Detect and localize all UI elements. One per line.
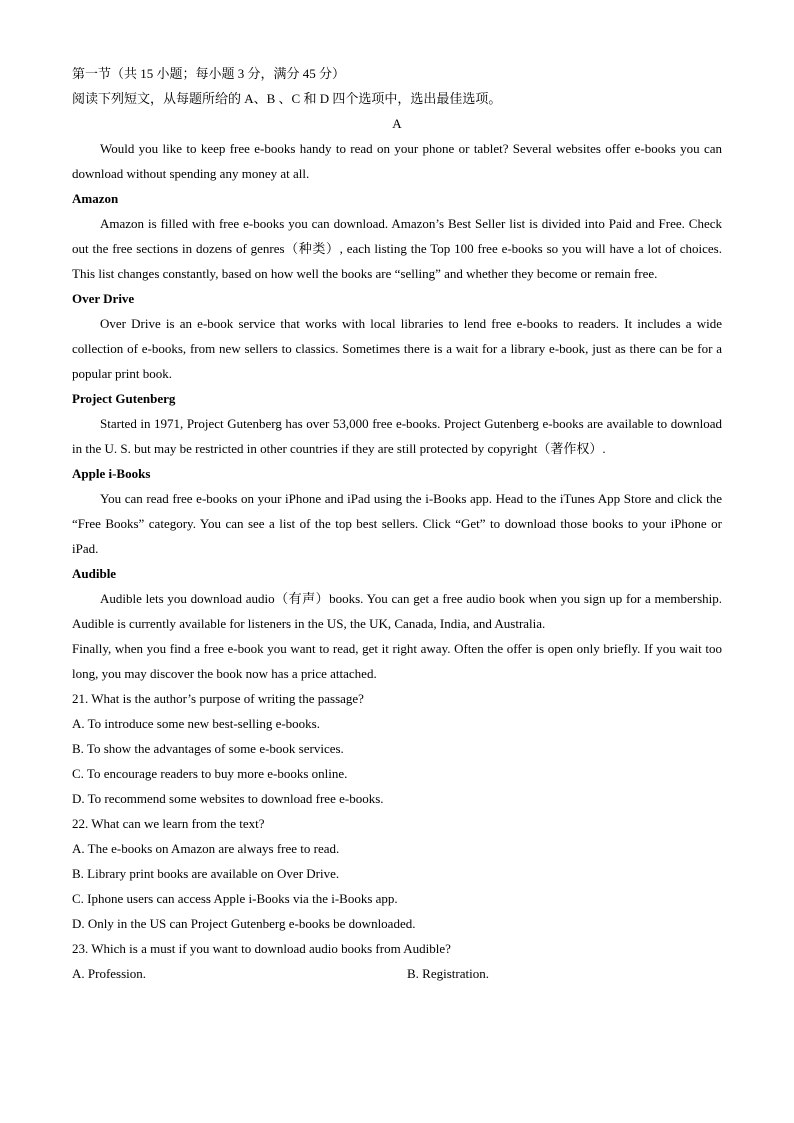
- instructions: 阅读下列短文，从每题所给的 A、B 、C 和 D 四个选项中，选出最佳选项。: [72, 91, 502, 106]
- question-21-option-b: B. To show the advantages of some e-book services.: [72, 741, 344, 756]
- question-22-option-b: B. Library print books are available on Over Drive.: [72, 866, 340, 881]
- section-body-amazon: Amazon is filled with free e-books you can download. Amazon’s Best Seller list is divided into Paid and Free. Check out the free sections in dozens of genres（种类）, each listing the Top 100 free e-books so you will have a lot of choices. This list changes constantly, based on how well the books are “selling” and whether they become or remain free.: [72, 216, 722, 281]
- section-header: 第一节（共 15 小题；每小题 3 分，满分 45 分）: [72, 66, 346, 81]
- section-heading-audible: Audible: [72, 566, 117, 581]
- section-body-gutenberg: Started in 1971, Project Gutenberg has over 53,000 free e-books. Project Gutenberg e-books are available to download in the U. S. but may be restricted in other countries if they are still protected by copyright（著作权）.: [72, 416, 722, 456]
- question-21-stem: 21. What is the author’s purpose of writing the passage?: [72, 691, 364, 706]
- question-22-option-d: D. Only in the US can Project Gutenberg e-books be downloaded.: [72, 916, 416, 931]
- question-23-options: [72, 961, 722, 986]
- section-heading-overdrive: Over Drive: [72, 291, 135, 306]
- section-heading-ibooks: Apple i-Books: [72, 466, 151, 481]
- question-23-stem: 23. Which is a must if you want to download audio books from Audible?: [72, 941, 451, 956]
- question-23-option-a: A. Profession.: [72, 966, 147, 981]
- section-heading-amazon: Amazon: [72, 191, 119, 206]
- question-21-option-c: C. To encourage readers to buy more e-books online.: [72, 766, 348, 781]
- question-22-stem: 22. What can we learn from the text?: [72, 816, 265, 831]
- section-body-ibooks: You can read free e-books on your iPhone and iPad using the i-Books app. Head to the iTunes App Store and click the “Free Books” category. You can see a list of the top best sellers. Click “Get” to download those books to your iPhone or iPad.: [72, 491, 722, 556]
- section-heading-gutenberg: Project Gutenberg: [72, 391, 176, 406]
- question-21-option-a: A. To introduce some new best-selling e-books.: [72, 716, 320, 731]
- question-21-option-d: D. To recommend some websites to download free e-books.: [72, 791, 384, 806]
- question-22-option-c: C. Iphone users can access Apple i-Books via the i-Books app.: [72, 891, 398, 906]
- passage-label: A: [392, 116, 402, 131]
- section-body-audible: Audible lets you download audio（有声）books. You can get a free audio book when you sign up for a membership. Audible is currently available for listeners in the US, the UK, Canada, India, and Australia.: [72, 591, 722, 631]
- passage-closing: Finally, when you find a free e-book you want to read, get it right away. Often the offer is open only briefly. If you wait too long, you may discover the book now has a price attached.: [72, 641, 722, 681]
- question-23-option-b: B. Registration.: [407, 966, 489, 981]
- section-body-overdrive: Over Drive is an e-book service that works with local libraries to lend free e-books to readers. It includes a wide collection of e-books, from new sellers to classics. Sometimes there is a wait for a library e-book, just as there can be for a popular print book.: [72, 316, 722, 381]
- page-content: [72, 61, 722, 986]
- passage-intro: Would you like to keep free e-books handy to read on your phone or tablet? Several websites offer e-books you can download without spending any money at all.: [72, 141, 722, 181]
- question-22-option-a: A. The e-books on Amazon are always free to read.: [72, 841, 340, 856]
